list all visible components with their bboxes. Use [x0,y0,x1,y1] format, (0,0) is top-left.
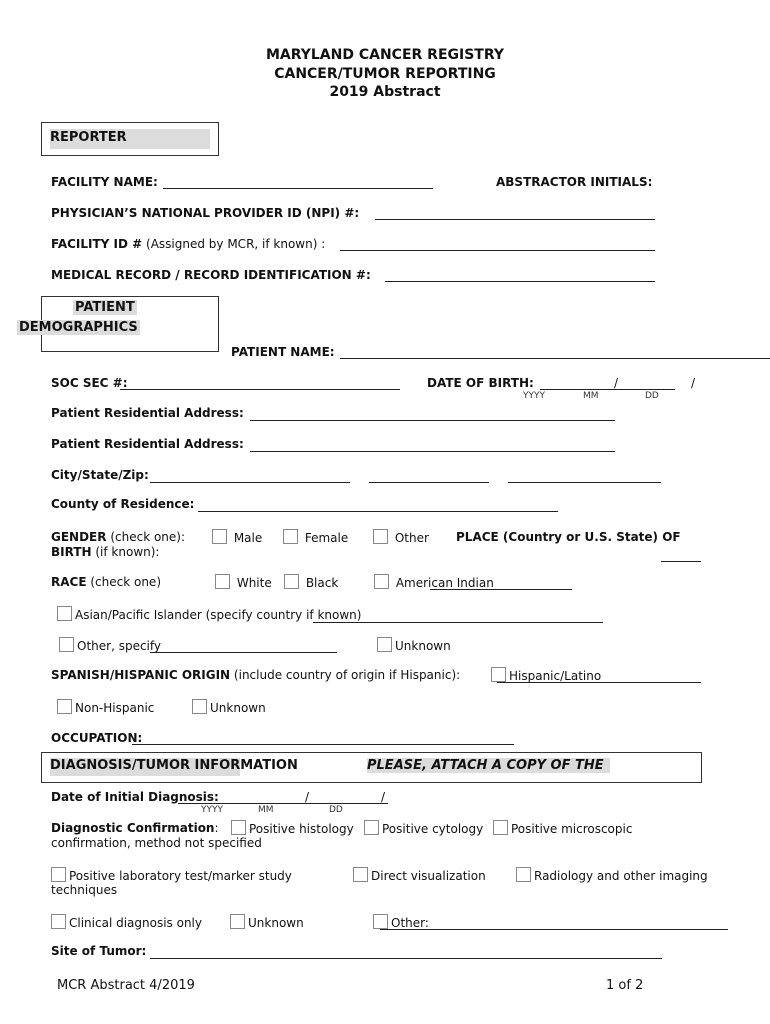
date-initial-diagnosis-label: Date of Initial Diagnosis: [51,790,219,804]
checkbox[interactable] [373,914,388,929]
race-note: (check one) [90,575,161,589]
address2-field[interactable] [250,451,615,452]
form-title-line3: 2019 Abstract [329,84,441,100]
occupation-label: OCCUPATION: [51,731,143,745]
facility-id-field[interactable] [340,250,655,251]
county-field[interactable] [198,511,558,512]
option-label: Hispanic/Latino [509,669,602,683]
race-label: RACE [51,575,87,589]
asian-country-field[interactable] [313,622,603,623]
checkbox[interactable] [364,820,379,835]
option-label: Radiology and other imaging [534,869,708,883]
confirm-option-unknown[interactable] [230,914,304,930]
checkbox[interactable] [231,820,246,835]
option-label: Female [304,531,349,545]
hispanic-option-unknown[interactable] [192,699,266,715]
option-label: Positive microscopic [511,822,633,836]
checkbox[interactable] [353,867,368,882]
address2-label: Patient Residential Address: [51,437,244,451]
hispanic-option-non[interactable] [57,699,154,715]
dob-dd: DD [645,391,659,401]
option-label: Clinical diagnosis only [69,916,202,930]
patient-section-title-line2: DEMOGRAPHICS [19,320,138,335]
birth-note: (if known): [95,545,160,559]
date-initial-diagnosis-field[interactable] [178,803,388,804]
american-indian-field[interactable] [430,589,572,590]
mrn-field[interactable] [385,281,655,282]
race-option-black[interactable] [284,574,338,590]
option-label: White [236,576,272,590]
option-label: Positive histology [249,822,354,836]
checkbox[interactable] [491,667,506,682]
option-label: Unknown [248,916,304,930]
birth-label-wrap [51,545,159,559]
option-label: Other: [391,916,429,930]
gender-label: GENDER [51,530,107,544]
diag-mm: MM [258,805,274,815]
abstractor-initials-label: ABSTRACTOR INITIALS: [496,175,653,189]
dob-field[interactable] [540,389,675,390]
checkbox[interactable] [51,867,66,882]
confirm-option-cytology[interactable] [364,820,483,836]
checkbox[interactable] [283,529,298,544]
confirm-option-direct[interactable] [353,867,486,883]
site-of-tumor-label: Site of Tumor: [51,944,147,958]
npi-label: PHYSICIAN’S NATIONAL PROVIDER ID (NPI) #: [51,206,360,220]
hispanic-note: (include country of origin if Hispanic): [233,668,461,682]
checkbox[interactable] [57,699,72,714]
checkbox[interactable] [212,529,227,544]
checkbox[interactable] [215,574,230,589]
confirm-option-radiology[interactable] [516,867,708,883]
gender-option-other[interactable] [373,529,429,545]
place-of-birth-field[interactable] [661,561,701,562]
form-title-line2: CANCER/TUMOR REPORTING [274,66,496,82]
city-state-zip-label: City/State/Zip: [51,468,149,482]
option-label: Other [394,531,429,545]
confirm-option-histology[interactable] [231,820,354,836]
county-label: County of Residence: [51,497,195,511]
race-label-wrap [51,575,161,589]
facility-id-note: (Assigned by MCR, if known) : [146,237,326,251]
race-option-asian[interactable] [57,606,361,622]
gender-label-wrap [51,530,185,544]
facility-name-field[interactable] [163,188,433,189]
gender-option-male[interactable] [212,529,262,545]
mrn-label: MEDICAL RECORD / RECORD IDENTIFICATION #: [51,268,371,282]
diagnostic-confirmation-label: Diagnostic Confirmation [51,821,215,835]
occupation-field[interactable] [132,744,514,745]
footer-form-id: MCR Abstract 4/2019 [57,978,195,993]
reporter-section-title: REPORTER [50,129,210,149]
option-label: Non-Hispanic [75,701,155,715]
checkbox[interactable] [51,914,66,929]
diagnosis-section-box [41,752,702,783]
option-label: American Indian [395,576,494,590]
diag-yyyy: YYYY [201,805,223,815]
dob-slash-1: / [614,376,619,390]
facility-id-label-wrap [51,237,325,251]
option-label: Other, specify [77,639,161,653]
race-other-field[interactable] [150,652,337,653]
hispanic-option-latino[interactable] [491,667,601,683]
zip-field[interactable] [508,482,661,483]
race-option-unknown[interactable] [377,637,451,653]
gender-option-female[interactable] [283,529,348,545]
option-label: Positive laboratory test/marker study [69,869,292,883]
race-option-american-indian[interactable] [374,574,494,590]
diag-dd: DD [329,805,343,815]
option-label: Black [305,576,339,590]
confirm-other-field[interactable] [380,929,728,930]
checkbox[interactable] [373,529,388,544]
option-label: Direct visualization [371,869,486,883]
gender-note: (check one): [110,530,186,544]
facility-name-label: FACILITY NAME: [51,175,158,189]
confirm-option-microscopic[interactable] [493,820,632,836]
patient-section-title-line1: PATIENT [75,300,135,315]
diag-date-slash-1: / [305,790,310,804]
form-title-line1: MARYLAND CANCER REGISTRY [265,47,505,63]
checkbox[interactable] [374,574,389,589]
ssn-label: SOC SEC #: [51,376,128,390]
dob-mm: MM [583,391,599,401]
ssn-field[interactable] [120,389,400,390]
site-of-tumor-field[interactable] [150,958,662,959]
checkbox[interactable] [59,637,74,652]
option-label: Unknown [395,639,451,653]
confirm-option-other[interactable] [373,914,429,930]
diag-date-slash-2: / [381,790,386,804]
option-label: Male [233,531,263,545]
race-option-other[interactable] [59,637,161,653]
checkbox[interactable] [516,867,531,882]
dob-yyyy: YYYY [523,391,545,401]
techniques-continuation: techniques [51,883,118,897]
hispanic-label: SPANISH/HISPANIC ORIGIN [51,668,231,682]
diagnosis-section-title: DIAGNOSIS/TUMOR INFORMATION [50,758,240,776]
npi-field[interactable] [375,219,655,220]
checkbox[interactable] [284,574,299,589]
address1-label: Patient Residential Address: [51,406,244,420]
hispanic-country-field[interactable] [497,682,701,683]
patient-name-field[interactable] [340,358,770,359]
option-label: Unknown [210,701,266,715]
race-option-white[interactable] [215,574,272,590]
place-of-birth-label: PLACE (Country or U.S. State) OF [456,530,681,544]
checkbox[interactable] [57,606,72,621]
option-label: Asian/Pacific Islander (specify country if known) [75,608,362,622]
reporter-section-box [41,122,219,156]
address1-field[interactable] [250,420,615,421]
hispanic-label-wrap [51,668,460,682]
checkbox[interactable] [377,637,392,652]
microscopic-continuation: confirmation, method not specified [51,836,262,850]
diagnostic-confirmation-row: Diagnostic Confirmation: [51,821,219,835]
checkbox[interactable] [192,699,207,714]
confirm-option-lab[interactable] [51,867,292,883]
confirm-option-clinical[interactable] [51,914,202,930]
dob-slash-2: / [691,376,696,390]
city-field[interactable] [150,482,350,483]
attach-copy-note: PLEASE, ATTACH A COPY OF THE [367,758,610,773]
patient-name-label: PATIENT NAME: [231,345,335,359]
state-field[interactable] [369,482,489,483]
facility-id-label: FACILITY ID # [51,237,143,251]
checkbox[interactable] [493,820,508,835]
checkbox[interactable] [230,914,245,929]
option-label: Positive cytology [382,822,484,836]
dob-label: DATE OF BIRTH: [427,376,534,390]
footer-page-number: 1 of 2 [606,978,644,993]
birth-label: BIRTH [51,545,92,559]
